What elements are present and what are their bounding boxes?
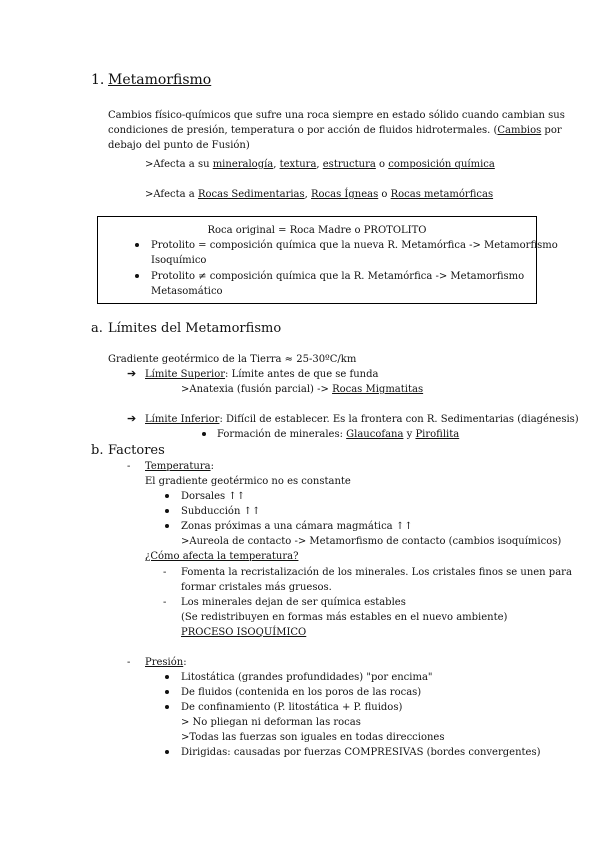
presion-fluidos: De fluidos (contenida en los poros de las rocas) bbox=[181, 687, 422, 698]
bullet-icon bbox=[165, 509, 169, 513]
term-rocas-sedimentarias: Rocas Sedimentarias bbox=[197, 189, 305, 200]
como-afecta-heading: ¿Cómo afecta la temperatura? bbox=[145, 551, 299, 562]
afecta-line-1 bbox=[145, 158, 495, 171]
presion-confinamiento: De confinamiento (P. litostática + P. fluidos) bbox=[181, 702, 403, 713]
term-mineralogia: mineralogía bbox=[212, 159, 274, 170]
term-composicion: composición química bbox=[388, 159, 495, 170]
gradiente-line: Gradiente geotérmico de la Tierra ≈ 25-30ºC/km bbox=[108, 354, 357, 365]
fomenta-line-1: Fomenta la recristalización de los minerales. Los cristales finos se unen para bbox=[181, 567, 572, 578]
dash-icon: - bbox=[127, 461, 131, 472]
limite-superior-label: Límite Superior bbox=[145, 369, 226, 380]
term-pirofilita: Pirofilita bbox=[415, 429, 460, 440]
limite-superior-line bbox=[145, 368, 378, 381]
minerales-line-1: Los minerales dejan de ser química estables bbox=[181, 597, 406, 608]
presion-label: Presión bbox=[145, 657, 184, 668]
intro-line-3: debajo del punto de Fusión) bbox=[108, 140, 250, 151]
box-bullet-1-line-2: Isoquímico bbox=[151, 255, 207, 266]
aureola-line: >Aureola de contacto -> Metamorfismo de contacto (cambios isoquímicos) bbox=[181, 536, 562, 547]
bullet-icon bbox=[202, 432, 206, 436]
box-bullet-2-line-1: Protolito ≠ composición química que la R. Metamórfica -> Metamorfismo bbox=[151, 271, 525, 282]
afecta-line-2 bbox=[145, 188, 493, 201]
bullet-icon bbox=[135, 243, 139, 247]
colon: : bbox=[210, 461, 214, 472]
term-rocas-igneas: Rocas Ígneas bbox=[311, 189, 379, 200]
term-rocas-migmatitas: Rocas Migmatitas bbox=[332, 384, 424, 395]
sep: , bbox=[273, 159, 280, 170]
page-title: Metamorfismo bbox=[108, 72, 212, 88]
sep: o bbox=[378, 189, 391, 200]
box-bullet-1-line-1: Protolito = composición química que la nueva R. Metamórfica -> Metamorfismo bbox=[151, 240, 558, 251]
gradiente-no-constante: El gradiente geotérmico no es constante bbox=[145, 476, 351, 487]
afecta-prefix: >Afecta a su bbox=[145, 159, 213, 170]
limite-inferior-text: : Difícil de establecer. Es la frontera con R. Sedimentarias (diagénesis) bbox=[219, 414, 579, 425]
bullet-icon bbox=[165, 690, 169, 694]
temp-item-camara: Zonas próximas a una cámara magmática ↑↑ bbox=[181, 521, 413, 532]
intro-underlined: Cambios bbox=[497, 125, 542, 136]
temp-item-subduccion: Subducción ↑↑ bbox=[181, 506, 261, 517]
section-a-number: a. bbox=[91, 321, 103, 336]
bullet-icon bbox=[165, 750, 169, 754]
sep: , bbox=[304, 189, 311, 200]
temp-item-dorsales: Dorsales ↑↑ bbox=[181, 491, 246, 502]
arrow-icon: ➔ bbox=[127, 367, 137, 380]
dash-icon: - bbox=[163, 567, 167, 578]
box-heading: Roca original = Roca Madre o PROTOLITO bbox=[207, 225, 427, 236]
term-estructura: estructura bbox=[322, 159, 376, 170]
section-number: 1. bbox=[91, 72, 105, 88]
proceso-isoquimico: PROCESO ISOQUÍMICO bbox=[181, 627, 307, 638]
sep: y bbox=[403, 429, 416, 440]
temperatura-label: Temperatura bbox=[145, 461, 211, 472]
intro-line-1: Cambios físico-químicos que sufre una roca siempre en estado sólido cuando cambian sus bbox=[108, 110, 565, 121]
box-bullet-2-line-2: Metasomático bbox=[151, 286, 223, 297]
presion-dirigidas: Dirigidas: causadas por fuerzas COMPRESIVAS (bordes convergentes) bbox=[181, 747, 541, 758]
intro-line-2 bbox=[108, 124, 562, 137]
fomenta-line-2: formar cristales más gruesos. bbox=[181, 582, 332, 593]
dash-icon: - bbox=[127, 657, 131, 668]
limite-inferior-label: Límite Inferior bbox=[145, 414, 220, 425]
bullet-icon bbox=[165, 675, 169, 679]
section-b-number: b. bbox=[91, 443, 104, 458]
formacion-text: Formación de minerales: bbox=[217, 429, 347, 440]
intro-text: condiciones de presión, temperatura o por acción de fluidos hidrotermales. ( bbox=[108, 125, 498, 136]
intro-text-end: por bbox=[541, 125, 562, 136]
sep: , bbox=[316, 159, 323, 170]
limite-inferior-line bbox=[145, 413, 579, 426]
presion-litostatica: Litostática (grandes profundidades) "por encima" bbox=[181, 672, 433, 683]
term-textura: textura bbox=[279, 159, 317, 170]
section-b-title: Factores bbox=[108, 443, 165, 458]
bullet-icon bbox=[165, 494, 169, 498]
sep: o bbox=[375, 159, 389, 170]
temperatura-heading bbox=[145, 460, 214, 473]
section-a-title: Límites del Metamorfismo bbox=[108, 321, 282, 336]
anatexia-text: >Anatexia (fusión parcial) -> bbox=[181, 384, 333, 395]
term-glaucofana: Glaucofana bbox=[346, 429, 404, 440]
anatexia-line bbox=[181, 383, 423, 396]
dash-icon: - bbox=[163, 597, 167, 608]
term-rocas-metamorficas: Rocas metamórficas bbox=[390, 189, 494, 200]
minerales-line-2: (Se redistribuyen en formas más estables en el nuevo ambiente) bbox=[181, 612, 508, 623]
formacion-line bbox=[217, 428, 459, 441]
confinamiento-sub-1: > No pliegan ni deforman las rocas bbox=[181, 717, 361, 728]
bullet-icon bbox=[165, 705, 169, 709]
limite-superior-text: : Límite antes de que se funda bbox=[225, 369, 379, 380]
bullet-icon bbox=[135, 274, 139, 278]
bullet-icon bbox=[165, 524, 169, 528]
afecta-prefix: >Afecta a bbox=[145, 189, 198, 200]
arrow-icon: ➔ bbox=[127, 412, 137, 425]
colon: : bbox=[183, 657, 187, 668]
confinamiento-sub-2: >Todas las fuerzas son iguales en todas direcciones bbox=[181, 732, 445, 743]
presion-heading bbox=[145, 656, 187, 669]
